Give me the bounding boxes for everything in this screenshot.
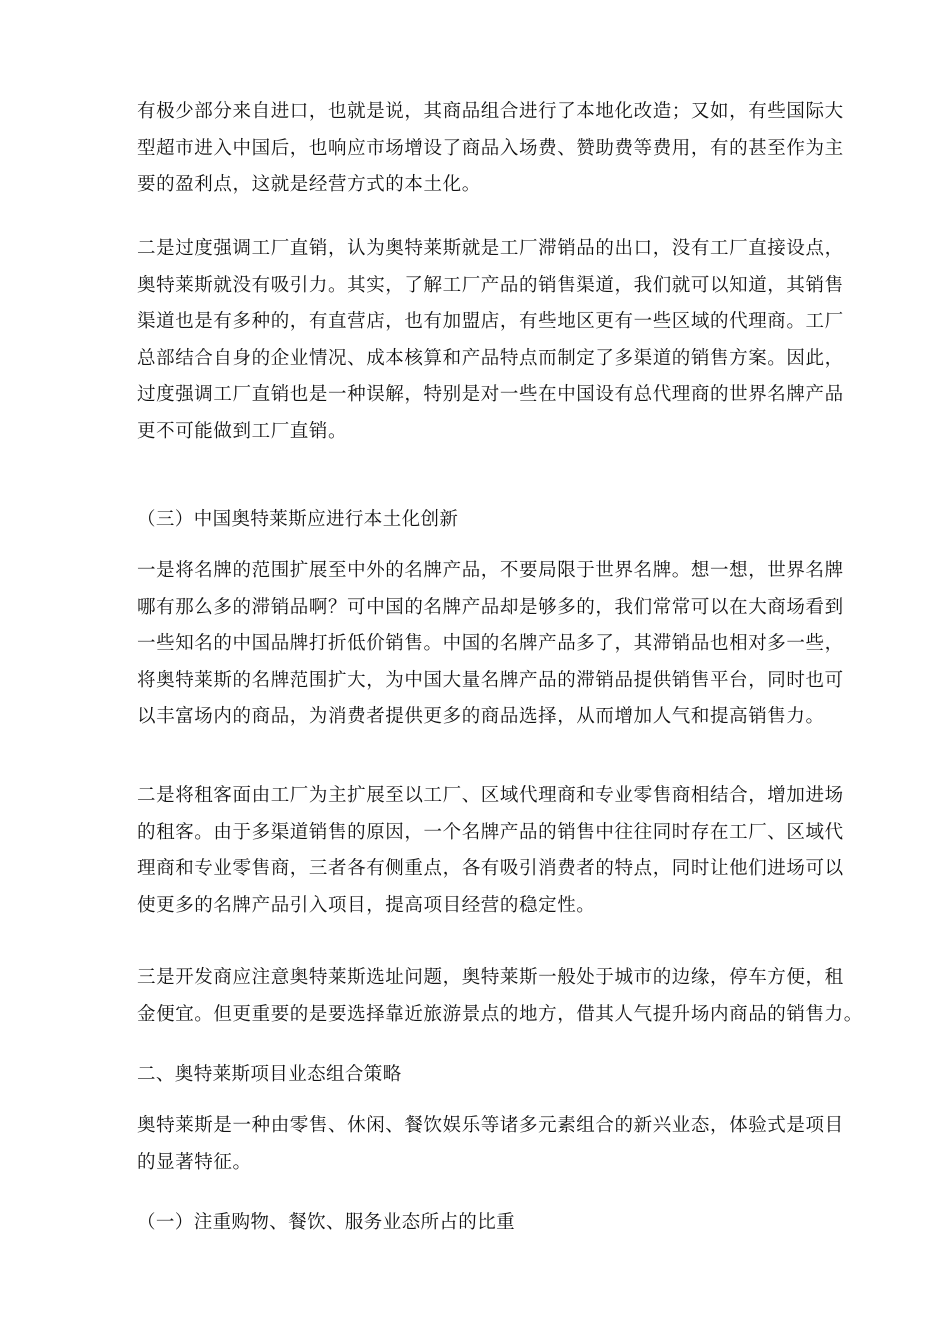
text-line: 奥特莱斯就没有吸引力。其实，了解工厂产品的销售渠道，我们就可以知道，其销售 <box>137 274 844 296</box>
text-line: 奥特莱斯是一种由零售、休闲、餐饮娱乐等诸多元素组合的新兴业态，体验式是项目 <box>137 1115 844 1136</box>
heading-line: 二、奥特莱斯项目业态组合策略 <box>137 1064 402 1085</box>
text-line: 总部结合自身的企业情况、成本核算和产品特点而制定了多渠道的销售方案。因此， <box>137 347 844 369</box>
paragraph-outlet-definition <box>137 1108 844 1181</box>
text-line: 哪有那么多的滞销品啊？可中国的名牌产品却是够多的，我们常常可以在大商场看到 <box>137 596 844 618</box>
text-line: 二是将租客面由工厂为主扩展至以工厂、区域代理商和专业零售商相结合，增加进场 <box>137 785 844 806</box>
paragraph-tenant-expansion <box>137 778 844 924</box>
text-line: 使更多的名牌产品引入项目，提高项目经营的稳定性。 <box>137 894 596 916</box>
text-line: 以丰富场内的商品，为消费者提供更多的商品选择，从而增加人气和提高销售力。 <box>137 706 825 727</box>
text-line: 理商和专业零售商，三者各有侧重点，各有吸引消费者的特点，同时让他们进场可以 <box>137 858 844 879</box>
text-line: 二是过度强调工厂直销，认为奥特莱斯就是工厂滞销品的出口，没有工厂直接设点， <box>137 238 844 259</box>
text-line: 的显著特征。 <box>137 1151 252 1173</box>
paragraph-brand-scope <box>137 553 844 736</box>
text-line: 将奥特莱斯的名牌范围扩大，为中国大量名牌产品的滞销品提供销售平台，同时也可 <box>137 669 844 691</box>
section-heading-localization-innovation <box>137 502 837 539</box>
paragraph-site-selection <box>137 960 863 1033</box>
text-line: 更不可能做到工厂直销。 <box>137 420 348 442</box>
text-line: 有极少部分来自进口，也就是说，其商品组合进行了本地化改造；又如，有些国际大 <box>137 101 844 122</box>
section-heading-shopping-dining-ratio <box>137 1205 837 1242</box>
text-line: 要的盈利点，这就是经营方式的本土化。 <box>137 174 481 195</box>
heading-line: （三）中国奥特莱斯应进行本土化创新 <box>137 509 459 530</box>
text-line: 三是开发商应注意奥特莱斯选址问题，奥特莱斯一般处于城市的边缘，停车方便，租 <box>137 967 844 988</box>
text-line: 过度强调工厂直销也是一种误解，特别是对一些在中国设有总代理商的世界名牌产品 <box>137 384 844 405</box>
heading-line: （一）注重购物、餐饮、服务业态所占的比重 <box>137 1212 516 1233</box>
paragraph-localization-example <box>137 94 844 204</box>
text-line: 的租客。由于多渠道销售的原因，一个名牌产品的销售中往往同时存在工厂、区域代 <box>137 821 844 843</box>
text-line: 金便宜。但更重要的是要选择靠近旅游景点的地方，借其人气提升场内商品的销售力。 <box>137 1003 863 1025</box>
text-line: 一些知名的中国品牌打折低价销售。中国的名牌产品多了，其滞销品也相对多一些， <box>137 633 844 654</box>
text-line: 型超市进入中国后，也响应市场增设了商品入场费、赞助费等费用，有的甚至作为主 <box>137 137 844 159</box>
section-heading-business-mix <box>137 1057 837 1094</box>
text-line: 一是将名牌的范围扩展至中外的名牌产品，不要局限于世界名牌。想一想，世界名牌 <box>137 560 844 581</box>
paragraph-factory-direct-sales <box>137 231 844 450</box>
text-line: 渠道也是有多种的，有直营店，也有加盟店，有些地区更有一些区域的代理商。工厂 <box>137 311 844 332</box>
